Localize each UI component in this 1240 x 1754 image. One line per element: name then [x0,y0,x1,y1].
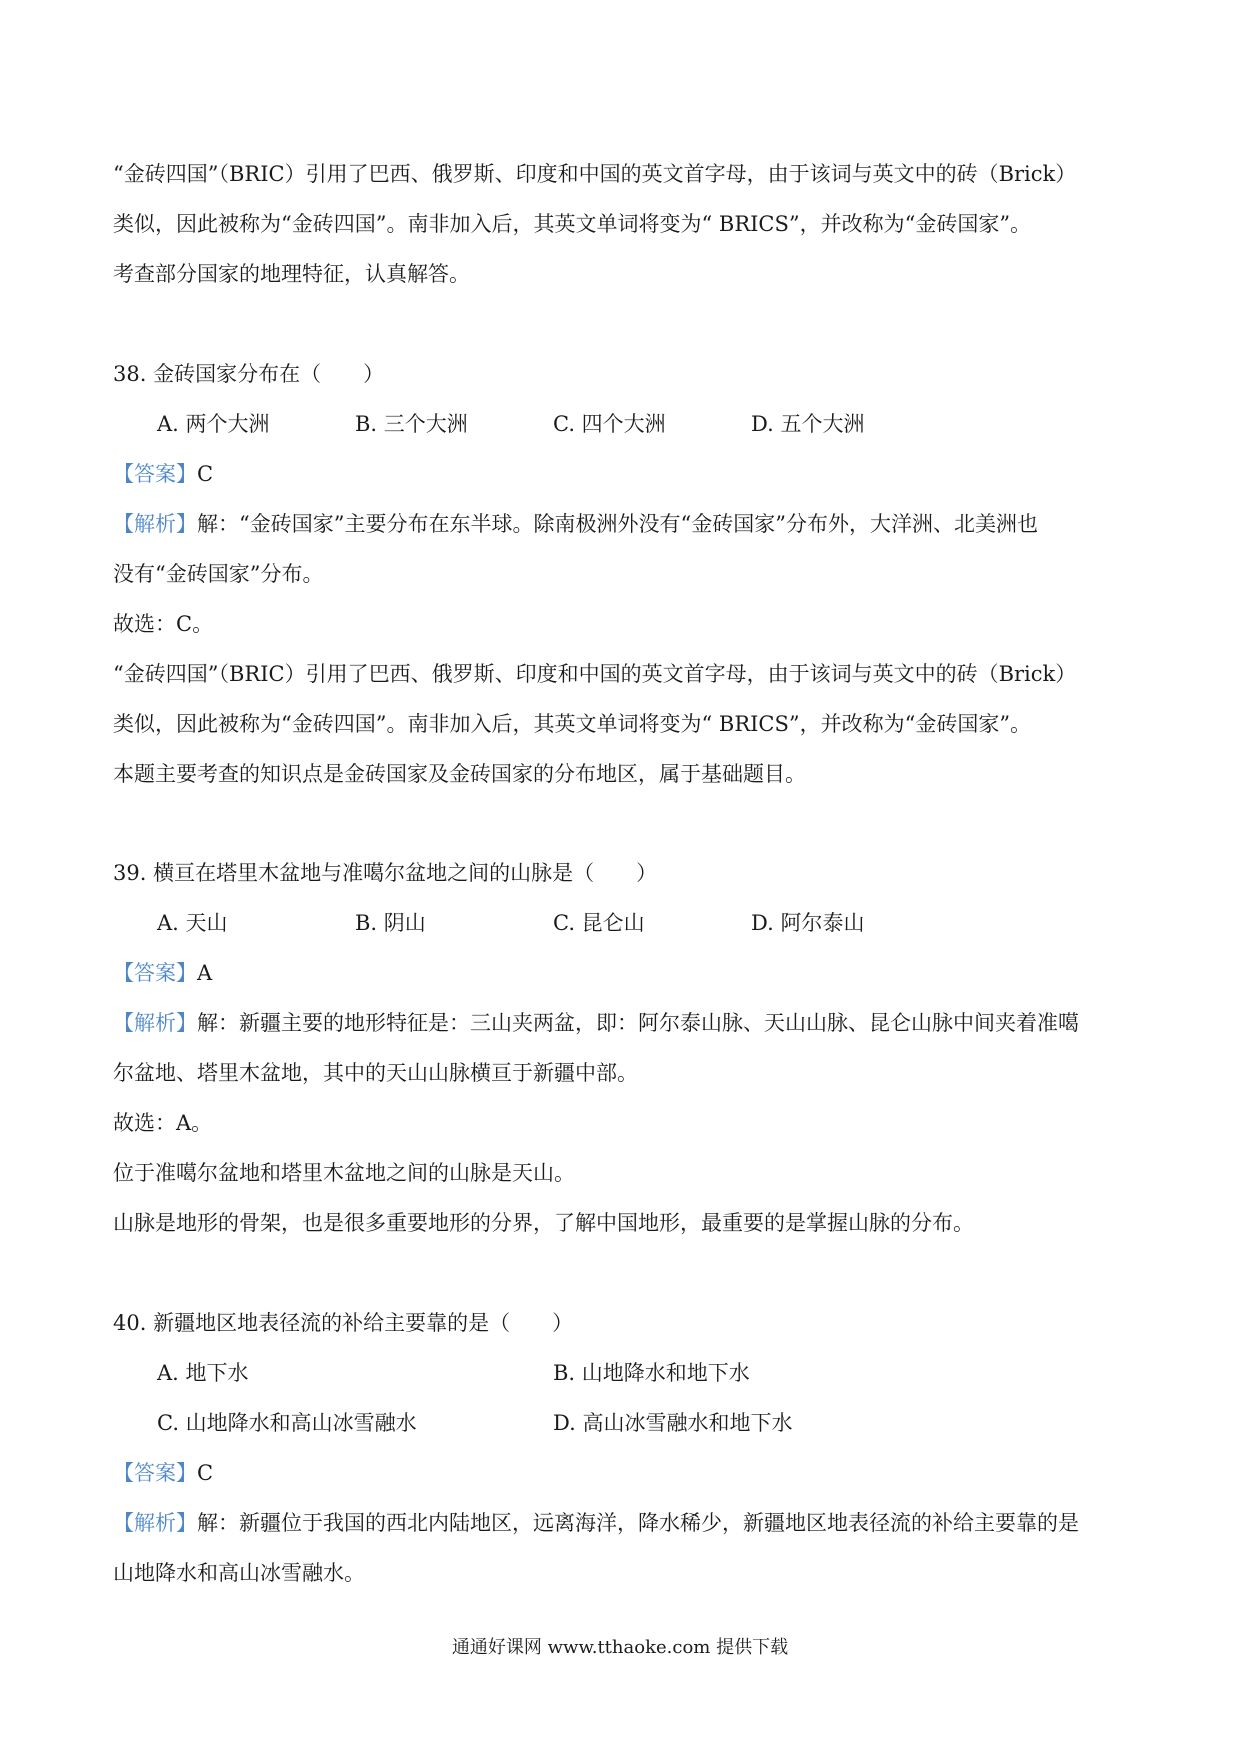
question-38-option-a: A. 两个大洲 [157,412,270,436]
question-38-option-c: C. 四个大洲 [553,412,666,436]
question-38-option-b: B. 三个大洲 [355,412,468,436]
page-footer: 通通好课网 www.tthaoke.com 提供下载 [451,1637,789,1658]
intro-line-1: “金砖四国”（BRIC）引用了巴西、俄罗斯、印度和中国的英文首字母，由于该词与英文中的砖（Brick） [113,162,1077,186]
question-38-analysis-line: 故选：C。 [113,612,214,636]
answer-value: A [197,961,213,985]
question-39-option-d: D. 阿尔泰山 [751,911,865,935]
question-40-option-a: A. 地下水 [157,1361,249,1385]
question-38-analysis-line: 本题主要考查的知识点是金砖国家及金砖国家的分布地区，属于基础题目。 [113,762,806,786]
analysis-tag: 【解析】 [113,1511,197,1535]
question-40-stem: 40. 新疆地区地表径流的补给主要靠的是（ ） [113,1311,574,1335]
question-39-option-b: B. 阴山 [355,911,426,935]
answer-tag: 【答案】 [113,1461,197,1485]
analysis-tag: 【解析】 [113,512,197,536]
analysis-text: 解：“金砖国家”主要分布在东半球。除南极洲外没有“金砖国家”分布外，大洋洲、北美洲也 [197,512,1038,536]
question-40-analysis [113,1508,1133,1538]
question-38-stem: 38. 金砖国家分布在（ ） [113,362,385,386]
question-39-option-a: A. 天山 [157,911,228,935]
question-39-analysis-line: 山脉是地形的骨架，也是很多重要地形的分界，了解中国地形，最重要的是掌握山脉的分布。 [113,1211,974,1235]
analysis-text: 解：新疆位于我国的西北内陆地区，远离海洋，降水稀少，新疆地区地表径流的补给主要靠的是 [197,1511,1079,1535]
question-38-option-d: D. 五个大洲 [751,412,865,436]
question-40-analysis-line: 山地降水和高山冰雪融水。 [113,1561,365,1585]
answer-tag: 【答案】 [113,961,197,985]
question-40-option-b: B. 山地降水和地下水 [553,1361,750,1385]
question-38-analysis-line: “金砖四国”（BRIC）引用了巴西、俄罗斯、印度和中国的英文首字母，由于该词与英文中的砖（Brick） [113,662,1077,686]
question-38-analysis-line: 类似，因此被称为“金砖四国”。南非加入后，其英文单词将变为“ BRICS”，并改称为“金砖国家”。 [113,712,1032,736]
answer-tag: 【答案】 [113,462,197,486]
question-39-analysis [113,1008,1133,1038]
analysis-tag: 【解析】 [113,1011,197,1035]
question-40-option-d: D. 高山冰雪融水和地下水 [553,1411,793,1435]
question-39-analysis-line: 尔盆地、塔里木盆地，其中的天山山脉横亘于新疆中部。 [113,1061,638,1085]
question-38-answer [113,459,1133,489]
intro-line-3: 考查部分国家的地理特征，认真解答。 [113,262,470,286]
question-39-analysis-line: 故选：A。 [113,1111,213,1135]
question-39-option-c: C. 昆仑山 [553,911,645,935]
question-38-analysis [113,509,1133,539]
question-39-answer [113,958,1133,988]
answer-value: C [197,1461,214,1485]
question-39-analysis-line: 位于准噶尔盆地和塔里木盆地之间的山脉是天山。 [113,1161,575,1185]
analysis-text: 解：新疆主要的地形特征是：三山夹两盆，即：阿尔泰山脉、天山山脉、昆仑山脉中间夹着准噶 [197,1011,1079,1035]
question-38-analysis-line: 没有“金砖国家”分布。 [113,562,324,586]
answer-value: C [197,462,214,486]
question-39-stem: 39. 横亘在塔里木盆地与准噶尔盆地之间的山脉是（ ） [113,861,658,885]
intro-line-2: 类似，因此被称为“金砖四国”。南非加入后，其英文单词将变为“ BRICS”，并改称为“金砖国家”。 [113,212,1032,236]
question-40-option-c: C. 山地降水和高山冰雪融水 [157,1411,417,1435]
question-40-answer [113,1458,1133,1488]
